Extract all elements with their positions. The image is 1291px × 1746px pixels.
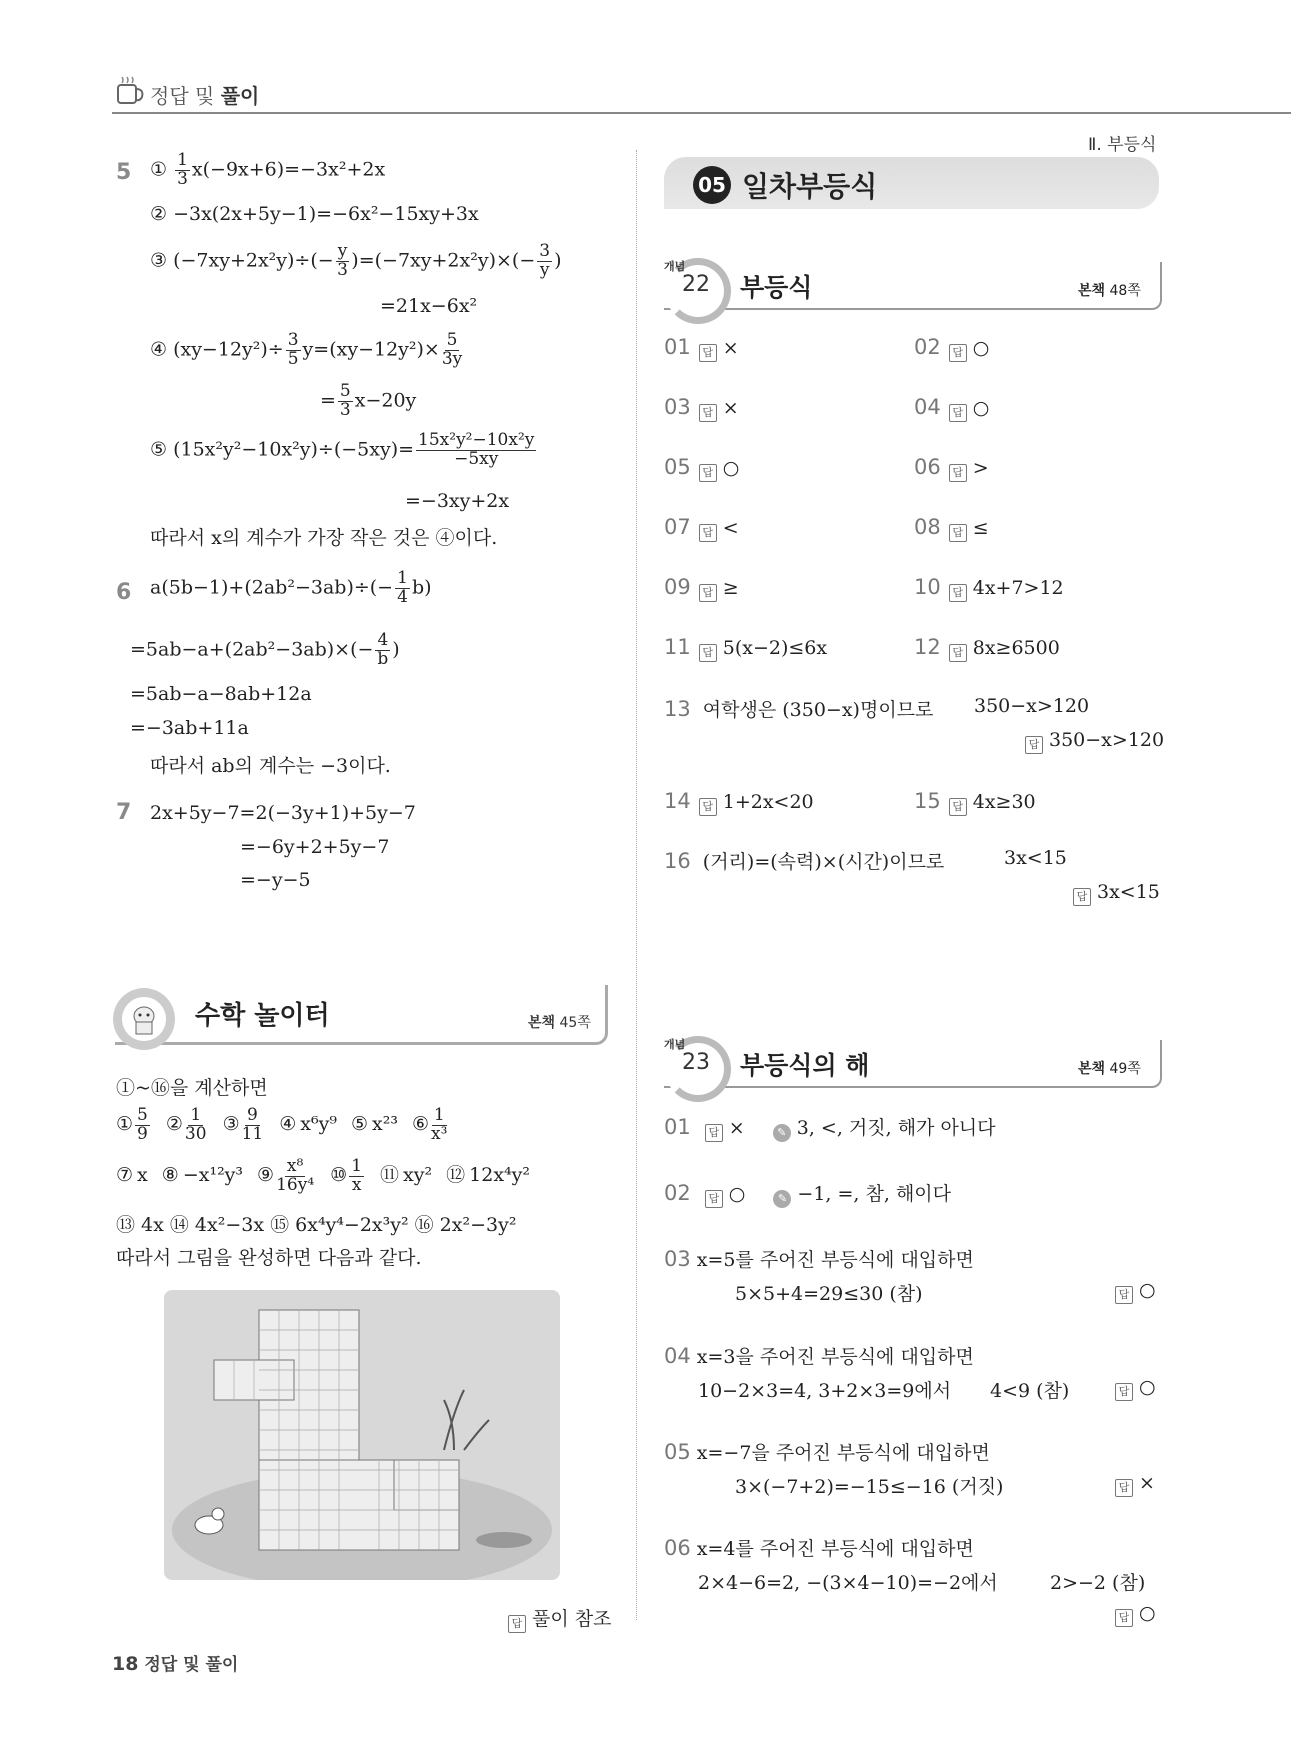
c23-q05-l2: 3×(−7+2)=−15≤−16 (거짓) bbox=[735, 1476, 1004, 1498]
p5-conclusion: 따라서 x의 계수가 가장 작은 것은 ④이다. bbox=[150, 527, 498, 549]
pencil-icon: ✎ bbox=[773, 1190, 791, 1208]
answer-item-04: 04 답 ○ bbox=[914, 395, 989, 422]
p5-line3: ③ (−7xy+2x²y)÷(− $\frac{y}{3}$ )=(−7xy+2x²y)×(− $\frac{3}{y}$ ) bbox=[150, 241, 562, 280]
play-item: ③ $\frac{9}{11}$ bbox=[222, 1105, 264, 1144]
answer-icon: 답 bbox=[949, 464, 967, 482]
p7-line3: =−y−5 bbox=[240, 869, 311, 891]
answer-icon: 답 bbox=[949, 644, 967, 662]
p6-conclusion: 따라서 ab의 계수는 −3이다. bbox=[150, 755, 391, 777]
chapter-label: Ⅱ. 부등식 bbox=[1088, 135, 1157, 155]
answer-item-05: 05 답 ○ bbox=[664, 455, 739, 482]
concept22-title: 부등식 bbox=[740, 273, 813, 302]
header-title bbox=[150, 80, 259, 109]
answer-icon: 답 bbox=[699, 524, 717, 542]
problem-6-number: 6 bbox=[116, 580, 132, 605]
footer-page: 18 bbox=[112, 1653, 139, 1675]
answer-item-02: 02 답 ○ bbox=[914, 335, 989, 362]
section-title: 일차부등식 bbox=[742, 170, 878, 203]
c23-q03-l2: 5×5+4=29≤30 (참) bbox=[735, 1283, 923, 1305]
c23-q01: 01 답 × ✎ 3, <, 거짓, 해가 아니다 bbox=[664, 1113, 996, 1142]
play-item: ⑤ x²³ bbox=[350, 1113, 398, 1136]
problem-5-number: 5 bbox=[116, 160, 132, 185]
p7-line1: 2x+5y−7=2(−3y+1)+5y−7 bbox=[150, 802, 416, 824]
c23-q04-l2: 10−2×3=4, 3+2×3=9에서 bbox=[698, 1380, 952, 1402]
play-conclusion: 따라서 그림을 완성하면 다음과 같다. bbox=[116, 1247, 422, 1269]
section-header-box bbox=[664, 157, 1159, 209]
puzzle-picture bbox=[164, 1290, 560, 1580]
p7-line2: =−6y+2+5y−7 bbox=[240, 836, 390, 858]
p6-line4: =−3ab+11a bbox=[130, 717, 249, 739]
header-rule bbox=[112, 112, 1291, 114]
answer-item-12: 12 답 8x≥6500 bbox=[914, 635, 1060, 662]
footer-label: 정답 및 풀이 bbox=[144, 1655, 239, 1675]
c23-q03: 03 x=5를 주어진 부등식에 대입하면 bbox=[664, 1247, 974, 1271]
c23-q03-answer: 답 ○ bbox=[1115, 1279, 1156, 1304]
answer-icon: 답 bbox=[508, 1615, 526, 1633]
p5-l1-frac: $\frac{1}{3}$ bbox=[177, 150, 188, 189]
q13: 13 여학생은 (350−x)명이므로 350−x>120 bbox=[664, 695, 1090, 721]
answer-icon: 답 bbox=[949, 344, 967, 362]
concept23-number: 23 bbox=[682, 1050, 710, 1075]
c23-q06-answer: 답 ○ bbox=[1115, 1602, 1156, 1627]
q13-answer: 답 350−x>120 bbox=[1025, 729, 1164, 754]
play-ref: 본책 45쪽 bbox=[528, 1015, 591, 1031]
answer-item-07: 07 답 < bbox=[664, 515, 739, 542]
concept23-label: 개념 bbox=[664, 1038, 686, 1051]
answer-item-08: 08 답 ≤ bbox=[914, 515, 989, 542]
q16: 16 (거리)=(속력)×(시간)이므로 3x<15 bbox=[664, 847, 1067, 873]
header-title-light: 정답 및 bbox=[150, 84, 215, 108]
play-title: 수학 놀이터 bbox=[195, 1001, 330, 1031]
play-item: ⑧ −x¹²y³ bbox=[161, 1164, 244, 1187]
play-item: ⑦ x bbox=[116, 1164, 148, 1187]
p6-line1: a(5b−1)+(2ab²−3ab)÷(− $\frac{1}{4}$ b) bbox=[150, 568, 432, 607]
answer-item-10: 10 답 4x+7>12 bbox=[914, 575, 1064, 602]
answer-icon: 답 bbox=[949, 798, 967, 816]
concept23-ref: 본책 49쪽 bbox=[1078, 1061, 1141, 1077]
answer-icon: 답 bbox=[699, 344, 717, 362]
p5-line6: = $\frac{5}{3}$ x−20y bbox=[320, 381, 417, 420]
concept22-number: 22 bbox=[682, 272, 710, 297]
p5-line2: ② −3x(2x+5y−1)=−6x²−15xy+3x bbox=[150, 203, 479, 225]
concept22-ref: 본책 48쪽 bbox=[1078, 283, 1141, 299]
p5-line7: ⑤ (15x²y²−10x²y)÷(−5xy)= $\frac{\text{15x²y²−10x²y}}{-5xy}$ bbox=[150, 430, 535, 469]
c23-q04-answer: 답 ○ bbox=[1115, 1376, 1156, 1401]
c23-q06-l2: 2×4−6=2, −(3×4−10)=−2에서 bbox=[698, 1572, 998, 1594]
play-intro: ①~⑯을 계산하면 bbox=[116, 1077, 268, 1099]
q16-answer: 답 3x<15 bbox=[1073, 881, 1160, 906]
answer-item-09: 09 답 ≥ bbox=[664, 575, 739, 602]
play-row2 bbox=[116, 1158, 544, 1195]
column-divider bbox=[636, 150, 637, 1620]
p5-line4: =21x−6x² bbox=[380, 295, 478, 317]
c23-q04: 04 x=3을 주어진 부등식에 대입하면 bbox=[664, 1344, 974, 1368]
section-number-badge: 05 bbox=[693, 166, 731, 204]
concept23-title: 부등식의 해 bbox=[740, 1051, 870, 1080]
play-row1 bbox=[116, 1107, 463, 1144]
p6-line2: =5ab−a+(2ab²−3ab)×(− $\frac{4}{b}$ ) bbox=[130, 630, 400, 669]
p5-l1-rest: x(−9x+6)=−3x²+2x bbox=[191, 158, 386, 181]
answer-icon: 답 bbox=[699, 404, 717, 422]
answer-icon: 답 bbox=[949, 584, 967, 602]
answer-icon: 답 bbox=[949, 524, 967, 542]
answer-item-06: 06 답 > bbox=[914, 455, 989, 482]
problem-7-number: 7 bbox=[116, 800, 132, 825]
play-item: ④ x⁶y⁹ bbox=[279, 1113, 337, 1136]
answer-item-15: 15 답 4x≥30 bbox=[914, 789, 1036, 816]
c23-q06-l2b: 2>−2 (참) bbox=[1050, 1572, 1146, 1594]
play-answer: 답 풀이 참조 bbox=[508, 1604, 611, 1633]
answer-icon: 답 bbox=[699, 644, 717, 662]
p5-line5: ④ (xy−12y²)÷ $\frac{3}{5}$ y=(xy−12y²)× $\frac{5}{3y}$ bbox=[150, 330, 463, 369]
concept22-label: 개념 bbox=[664, 260, 686, 273]
p5-line1 bbox=[150, 152, 385, 189]
p5-l1-label: ① bbox=[150, 158, 174, 181]
footer bbox=[112, 1650, 238, 1675]
answer-item-01: 01 답 × bbox=[664, 335, 739, 362]
answer-item-11: 11 답 5(x−2)≤6x bbox=[664, 635, 827, 662]
answer-icon: 답 bbox=[699, 464, 717, 482]
play-item: ⑥ $\frac{1}{\text{x³}}$ bbox=[411, 1105, 448, 1144]
play-row3: ⑬ 4x ⑭ 4x²−3x ⑮ 6x⁴y⁴−2x³y² ⑯ 2x²−3y² bbox=[116, 1214, 517, 1236]
play-item: ② $\frac{1}{30}$ bbox=[165, 1105, 207, 1144]
header-title-bold: 풀이 bbox=[220, 84, 260, 108]
c23-q06: 06 x=4를 주어진 부등식에 대입하면 bbox=[664, 1536, 974, 1560]
answer-item-14: 14 답 1+2x<20 bbox=[664, 789, 814, 816]
play-mascot-icon bbox=[113, 988, 175, 1050]
c23-q05-answer: 답 × bbox=[1115, 1472, 1155, 1497]
play-item: ① $\frac{5}{9}$ bbox=[116, 1105, 148, 1144]
answer-icon: 답 bbox=[699, 584, 717, 602]
play-item: ⑫ 12x⁴y² bbox=[446, 1164, 530, 1187]
c23-q04-l2b: 4<9 (참) bbox=[990, 1380, 1070, 1402]
c23-q05: 05 x=−7을 주어진 부등식에 대입하면 bbox=[664, 1440, 990, 1464]
c23-q02: 02 답 ○ ✎ −1, =, 참, 해이다 bbox=[664, 1179, 951, 1208]
answer-icon: 답 bbox=[949, 404, 967, 422]
answer-item-03: 03 답 × bbox=[664, 395, 739, 422]
pencil-icon: ✎ bbox=[773, 1124, 791, 1142]
p5-line8: =−3xy+2x bbox=[405, 490, 510, 512]
answer-icon: 답 bbox=[699, 798, 717, 816]
p6-line3: =5ab−a−8ab+12a bbox=[130, 683, 312, 705]
play-item: ⑩ $\frac{1}{x}$ bbox=[330, 1156, 363, 1195]
play-item: ⑪ xy² bbox=[380, 1164, 433, 1187]
header-cup-icon bbox=[112, 75, 146, 107]
play-item: ⑨ $\frac{\text{x⁸}}{\text{16y⁴}}$ bbox=[257, 1156, 315, 1195]
